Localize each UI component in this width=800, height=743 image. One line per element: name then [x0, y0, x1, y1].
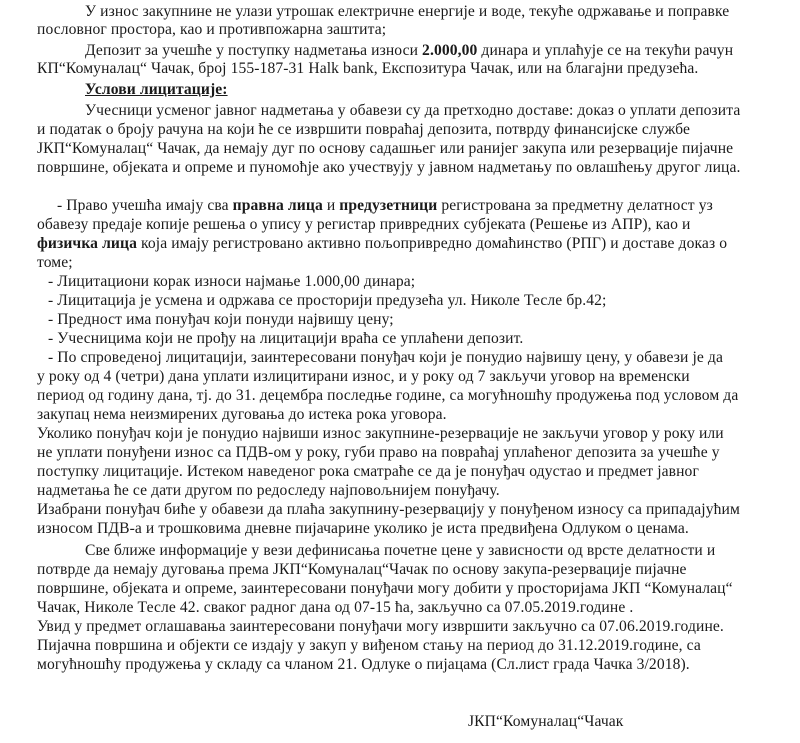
- list-item: - По спроведеној лицитацији, заинтересовани понуђач који је понудио највишу цену, у обавези је да: [48, 349, 723, 366]
- text-line: потврде да немају дуговања према ЈКП“Комуналац“Чачак по основу закупа-резервације пијачне: [37, 561, 687, 578]
- text-line: могућношћу продужења у складу са чланом 21. Одлуке о пијацама (Сл.лист града Чачка 3/2018).: [37, 656, 690, 673]
- text-line: Депозит за учешће у поступку надметања износи 2.000,00 динара и уплаћује се на текући рачун: [85, 42, 734, 59]
- text-line: период од годину дана, тј. до 31. децембра последње године, са могућношћу продужења под условом да: [37, 387, 739, 404]
- text-line: поступку лицитације. Истеком наведеног рока сматраће се да је понуђач одустао и предмет јавног: [37, 463, 699, 480]
- text-line: у року од 4 (четри) дана уплати излицитирани износ, и у року од 7 закључи уговор на временски: [37, 368, 690, 385]
- text-line: и податак о броју рачуна на који ће се извршити повраћај депозита, потврду финансијске службе: [37, 121, 691, 138]
- text-line: физичка лица која имају регистровано активно пољопривредно домаћинство (РПГ) и доставе доказ о: [37, 235, 728, 252]
- text-line: површине, објеката и опреме, заинтересовани понуђачи могу добити у просторијама ЈКП “Комуналац“: [37, 580, 733, 597]
- text-line: Чачак, Николе Тесле 42. сваког радног дана од 07-15 ћа, закључно са 07.05.2019.године .: [37, 599, 634, 616]
- text-line: У износ закупнине не улази утрошак електричне енергије и воде, текуће одржавање и поправке: [85, 3, 730, 20]
- text-line: надметања ће се дати другом по редоследу најповољнијем понуђачу.: [37, 482, 500, 499]
- text-line: површине, објеката и опреме и пуномоћје ако учествују у јавном надметању по овлашћењу другог лица.: [37, 159, 741, 176]
- text-line: - Право учешћа имају сва правна лица и предузетници регистрована за предметну делатност уз: [57, 197, 713, 214]
- text-line: ЈКП“Комуналац“ Чачак, да немају дуг по основу садашњег или ранијег закупа или резервације пијачне: [37, 140, 734, 157]
- text-line: не уплати понуђени износ са ПДВ-ом у року, губи право на повраћај уплаћеног депозита за учешће у: [37, 444, 720, 461]
- text-line: томе;: [37, 254, 73, 271]
- text-line: Учесници усменог јавног надметања у обавези су да претходно доставе: доказ о уплати депозита: [85, 102, 741, 119]
- text-line: Све ближе информације у вези дефинисања почетне цене у зависности од врсте делатности и: [85, 542, 716, 559]
- text-line: обавезу предаје копије решења о упису у регистар привредних субјеката (Решење из АПР), као и: [37, 216, 691, 233]
- signature-line: ЈКП“Комуналац“Чачак: [468, 713, 624, 730]
- list-item: - Лицитациони корак износи најмање 1.000,00 динара;: [48, 273, 416, 290]
- text-line: Пијачна површина и објекти се издају у закуп у виђеном стању на период до 31.12.2019.године, са: [37, 637, 701, 654]
- text-line: пословног простора, као и противпожарна заштита;: [37, 21, 387, 38]
- text-line: Увид у предмет оглашавања заинтересовани понуђачи могу извршити закључно са 07.06.2019.године.: [37, 618, 724, 635]
- list-item: - Учесницима који не прођу на лицитацији враћа се уплаћени депозит.: [48, 330, 524, 347]
- text-line: КП“Комуналац“ Чачак, број 155-187-31 Halk bank, Експозитура Чачак, или на благајни предузећа.: [37, 60, 699, 77]
- list-item: - Лицитација је усмена и одржава се просторији предузећа ул. Николе Тесле бр.42;: [48, 292, 607, 309]
- text-line: закупац нема неизмирених дуговања до истека рока уговора.: [37, 406, 447, 423]
- list-item: - Предност има понуђач који понуди највишу цену;: [48, 311, 394, 328]
- text-line: износом ПДВ-а и трошковима дневне пијачарине уколико је иста предвиђена Одлуком о ценама.: [37, 520, 689, 537]
- section-heading: Услови лицитације:: [85, 81, 228, 98]
- text-line: Уколико понуђач који је понудио највиши износ закупнине-резервације не закључи уговор у року или: [37, 425, 724, 442]
- text-line: Изабрани понуђач биће у обавези да плаћа закупнину-резервацију у понуђеном износу са припадајућим: [37, 501, 740, 518]
